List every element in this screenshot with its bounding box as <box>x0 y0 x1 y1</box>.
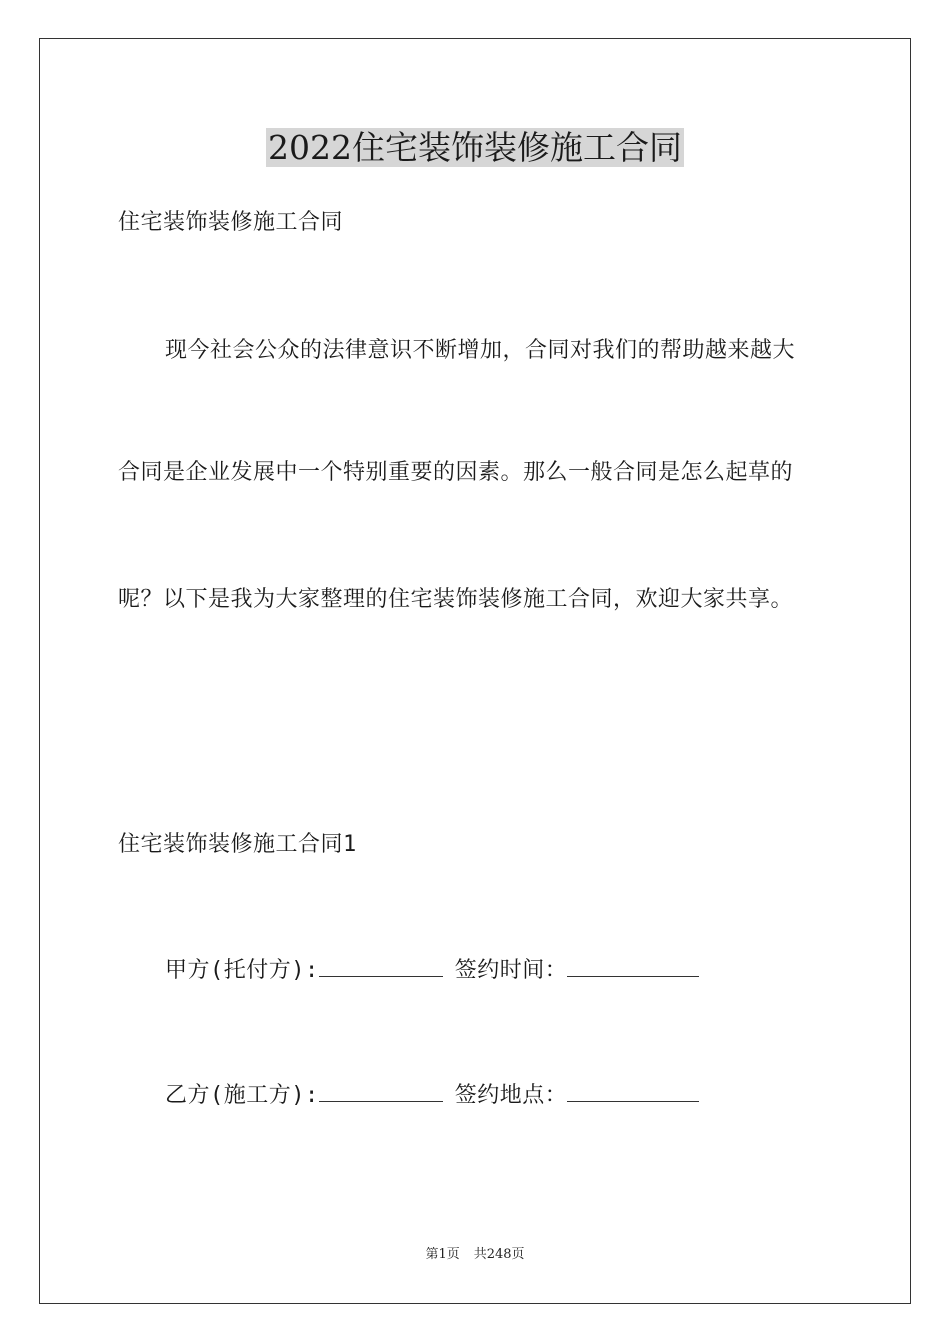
party-b-label: 乙方(施工方): <box>165 1083 319 1108</box>
intro-paragraph-line: 现今社会公众的法律意识不断增加，合同对我们的帮助越来越大 <box>165 338 796 363</box>
document-subtitle: 住宅装饰装修施工合同 <box>118 210 344 235</box>
signing-time-label: 签约时间： <box>454 958 568 983</box>
page-total: 共248页 <box>473 1247 525 1262</box>
party-b-row <box>165 1081 699 1111</box>
party-b-blank[interactable] <box>319 1081 443 1102</box>
signing-place-label: 签约地点： <box>454 1083 568 1108</box>
page-footer <box>0 1246 950 1264</box>
document-title <box>0 126 950 170</box>
party-a-row <box>165 956 699 986</box>
section-heading: 住宅装饰装修施工合同1 <box>118 832 357 857</box>
signing-time-blank[interactable] <box>567 956 699 977</box>
document-title-text: 2022住宅装饰装修施工合同 <box>268 128 682 167</box>
intro-paragraph-line: 合同是企业发展中一个特别重要的因素。那么一般合同是怎么起草的 <box>118 460 794 485</box>
signing-place-blank[interactable] <box>567 1081 699 1102</box>
page-number: 第1页 <box>425 1247 460 1262</box>
party-a-blank[interactable] <box>319 956 443 977</box>
intro-paragraph-line: 呢？以下是我为大家整理的住宅装饰装修施工合同，欢迎大家共享。 <box>118 587 794 612</box>
party-a-label: 甲方(托付方): <box>165 958 319 983</box>
